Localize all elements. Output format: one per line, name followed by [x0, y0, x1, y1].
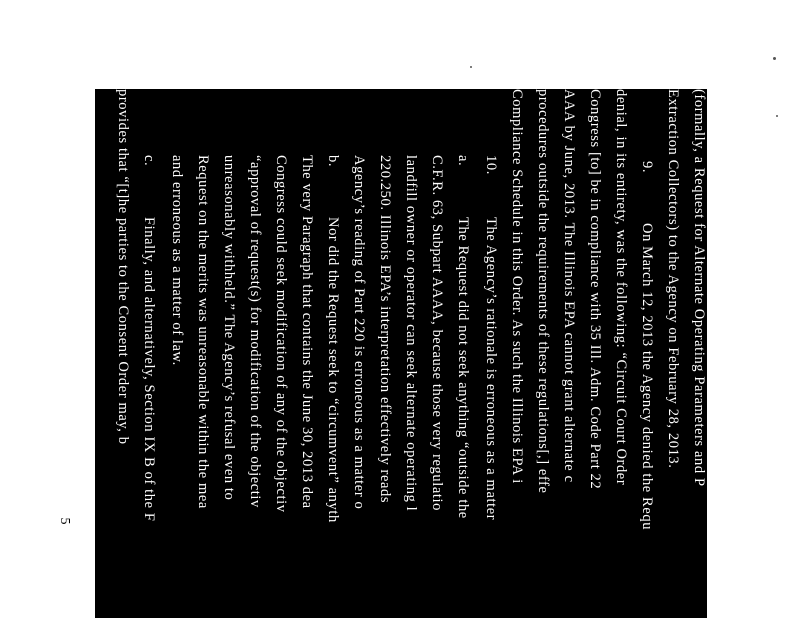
text-line-17 [272, 89, 289, 513]
text-line-2 [664, 89, 681, 469]
text-line-3 [638, 89, 655, 530]
text-line-19 [220, 89, 237, 500]
scan-speck [773, 57, 776, 60]
text-line-9-content: The Agency’s rationale is erroneous as a matter [483, 217, 499, 521]
text-line-7-content: procedures outside the requirements of these regulations[,] effe [535, 89, 551, 494]
scanned-page [95, 89, 707, 618]
subparagraph-c: c. [141, 155, 157, 167]
text-line-20-content: Request on the merits was unreasonable within the mea [195, 155, 211, 509]
text-line-1-content: (formally, a Request for Alternate Operating Parameters and P [691, 89, 707, 487]
text-line-6 [560, 89, 577, 483]
text-line-18-content: “approval of request(s) for modification of the objectiv [247, 155, 263, 508]
text-line-17-content: Congress could seek modification of any of the objectiv [273, 155, 289, 513]
text-line-20 [194, 89, 211, 509]
text-line-10 [454, 89, 471, 519]
text-line-18 [246, 89, 263, 508]
text-line-2-content: Extraction Collectors) to the Agency on February 28, 2013. [665, 89, 681, 469]
rotated-text-body [95, 89, 707, 618]
text-line-15-content: Nor did the Request seek to “circumvent” anyth [325, 217, 341, 523]
text-line-10-content: The Request did not seek anything “outside the [455, 217, 471, 519]
text-line-8 [508, 89, 525, 484]
subparagraph-b: b. [325, 155, 341, 168]
text-line-6-content: AAA by June, 2013. The Illinois EPA cannot grant alternate c [561, 89, 577, 483]
text-line-14 [350, 89, 367, 509]
text-line-16-content: The very Paragraph that contains the June 30, 2013 dea [299, 155, 315, 509]
paragraph-number-10: 10. [483, 155, 499, 175]
text-line-11-content: C.F.R. 63, Subpart AAAA, because those very regulatio [429, 155, 445, 512]
text-line-4-content: denial, in its entirety, was the following: “Circuit Court Order [613, 89, 629, 486]
text-line-9 [482, 89, 499, 520]
text-line-19-content: unreasonably withheld.” The Agency’s refusal even to [221, 155, 237, 501]
scan-speck [776, 115, 778, 117]
text-line-23 [114, 89, 131, 445]
text-line-23-content: provides that “[t]he parties to the Consent Order may, b [115, 89, 131, 445]
subparagraph-a: a. [455, 155, 471, 167]
text-line-12 [402, 89, 419, 511]
text-line-5-content: Congress [to] be in compliance with 35 Ill. Adm. Code Part 22 [587, 89, 603, 490]
text-line-3-content: On March 12, 2013 the Agency denied the Requ [639, 223, 655, 531]
text-line-21 [168, 89, 185, 366]
text-line-13 [376, 89, 393, 503]
text-line-22-content: Finally, and alternatively, Section IX B of the F [141, 217, 157, 522]
paragraph-number-9: 9. [639, 161, 655, 174]
page-number: 5 [57, 517, 72, 525]
text-line-4 [612, 89, 629, 485]
text-line-21-content: and erroneous as a matter of law. [169, 155, 185, 366]
text-line-15 [324, 89, 341, 523]
text-line-14-content: Agency’s reading of Part 220 is erroneous as a matter o [351, 155, 367, 510]
text-line-12-content: landfill owner or operator can seek alternate operating l [403, 155, 419, 512]
text-line-16 [298, 89, 315, 509]
text-line-22 [140, 89, 157, 522]
text-line-1 [690, 89, 707, 487]
scan-speck [470, 66, 472, 68]
text-line-7 [534, 89, 551, 494]
text-line-11 [428, 89, 445, 511]
text-line-8-content: Compliance Schedule in this Order. As such the Illinois EPA i [509, 89, 525, 484]
text-line-13-content: 220.250. Illinois EPA’s interpretation effectively reads [377, 155, 393, 504]
text-line-5 [586, 89, 603, 489]
